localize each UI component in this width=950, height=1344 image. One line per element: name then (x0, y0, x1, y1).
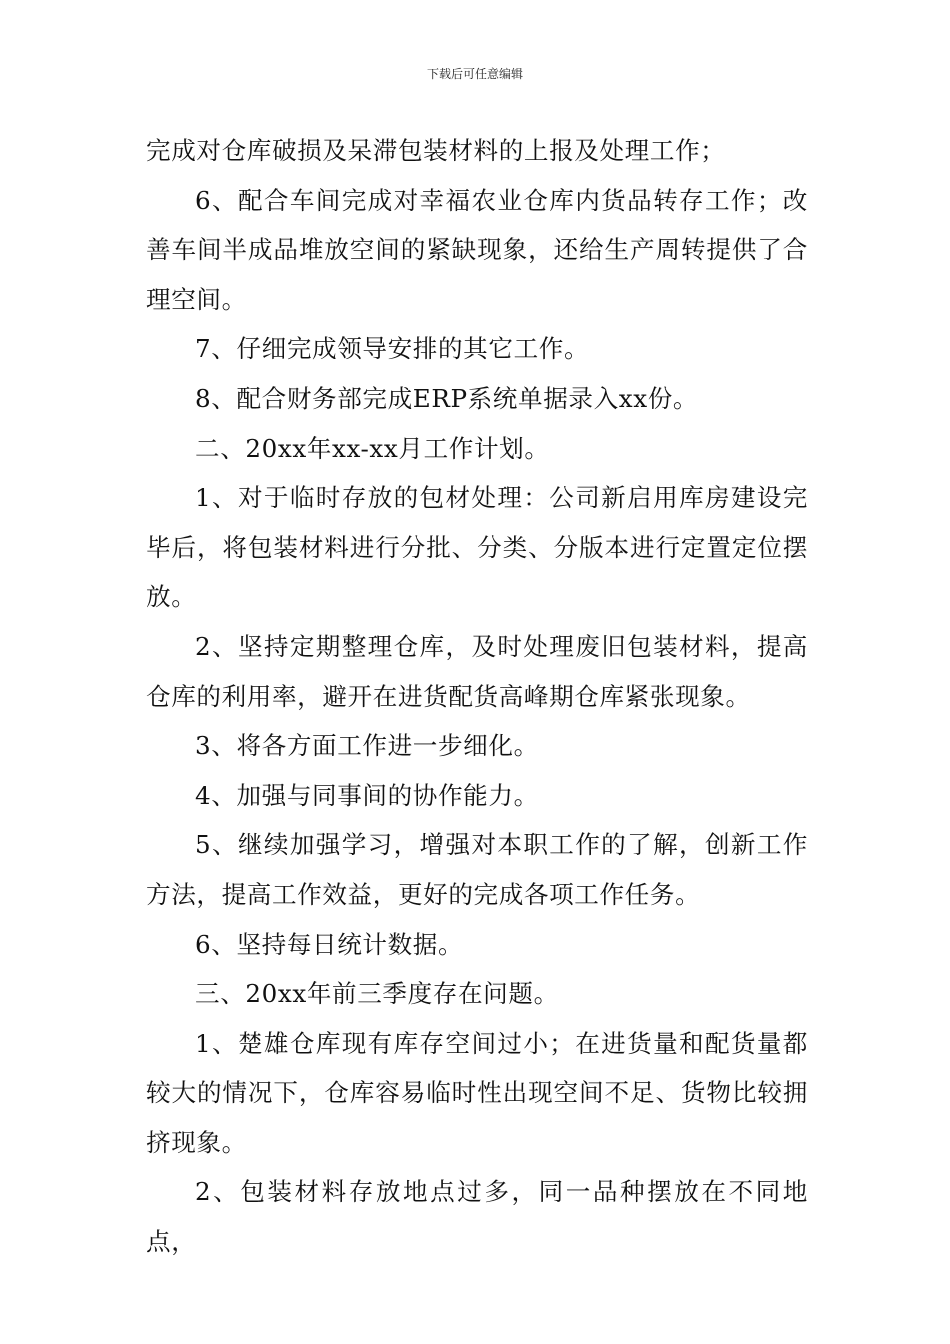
paragraph: 3、将各方面工作进一步细化。 (195, 731, 539, 761)
paragraph: 6、配合车间完成对幸福农业仓库内货品转存工作；改善车间半成品堆放空间的紧缺现象，还给生产周转提供了合理空间。 (146, 185, 808, 314)
paragraph: 5、继续加强学习，增强对本职工作的了解，创新工作方法，提高工作效益，更好的完成各项工作任务。 (146, 830, 808, 909)
section-heading: 二、20xx年xx-xx月工作计划。 (195, 433, 550, 463)
paragraph: 2、包装材料存放地点过多，同一品种摆放在不同地点， (146, 1177, 808, 1257)
paragraph: 8、配合财务部完成ERP系统单据录入xx份。 (195, 383, 699, 413)
section-heading: 三、20xx年前三季度存在问题。 (195, 979, 559, 1009)
paragraph: 2、坚持定期整理仓库，及时处理废旧包装材料，提高仓库的利用率，避开在进货配货高峰期仓库紧张现象。 (146, 631, 808, 711)
paragraph: 6、坚持每日统计数据。 (195, 929, 464, 959)
paragraph: 1、楚雄仓库现有库存空间过小；在进货量和配货量都较大的情况下，仓库容易临时性出现空间不足、货物比较拥挤现象。 (146, 1028, 808, 1157)
document-body (146, 126, 808, 1267)
paragraph: 7、仔细完成领导安排的其它工作。 (195, 334, 590, 364)
paragraph: 完成对仓库破损及呆滞包装材料的上报及处理工作； (146, 136, 726, 165)
paragraph: 4、加强与同事间的协作能力。 (195, 780, 539, 810)
paragraph: 1、对于临时存放的包材处理：公司新启用库房建设完毕后，将包装材料进行分批、分类、分版本进行定置定位摆放。 (146, 483, 808, 612)
page-header: 下载后可任意编辑 (426, 67, 523, 81)
